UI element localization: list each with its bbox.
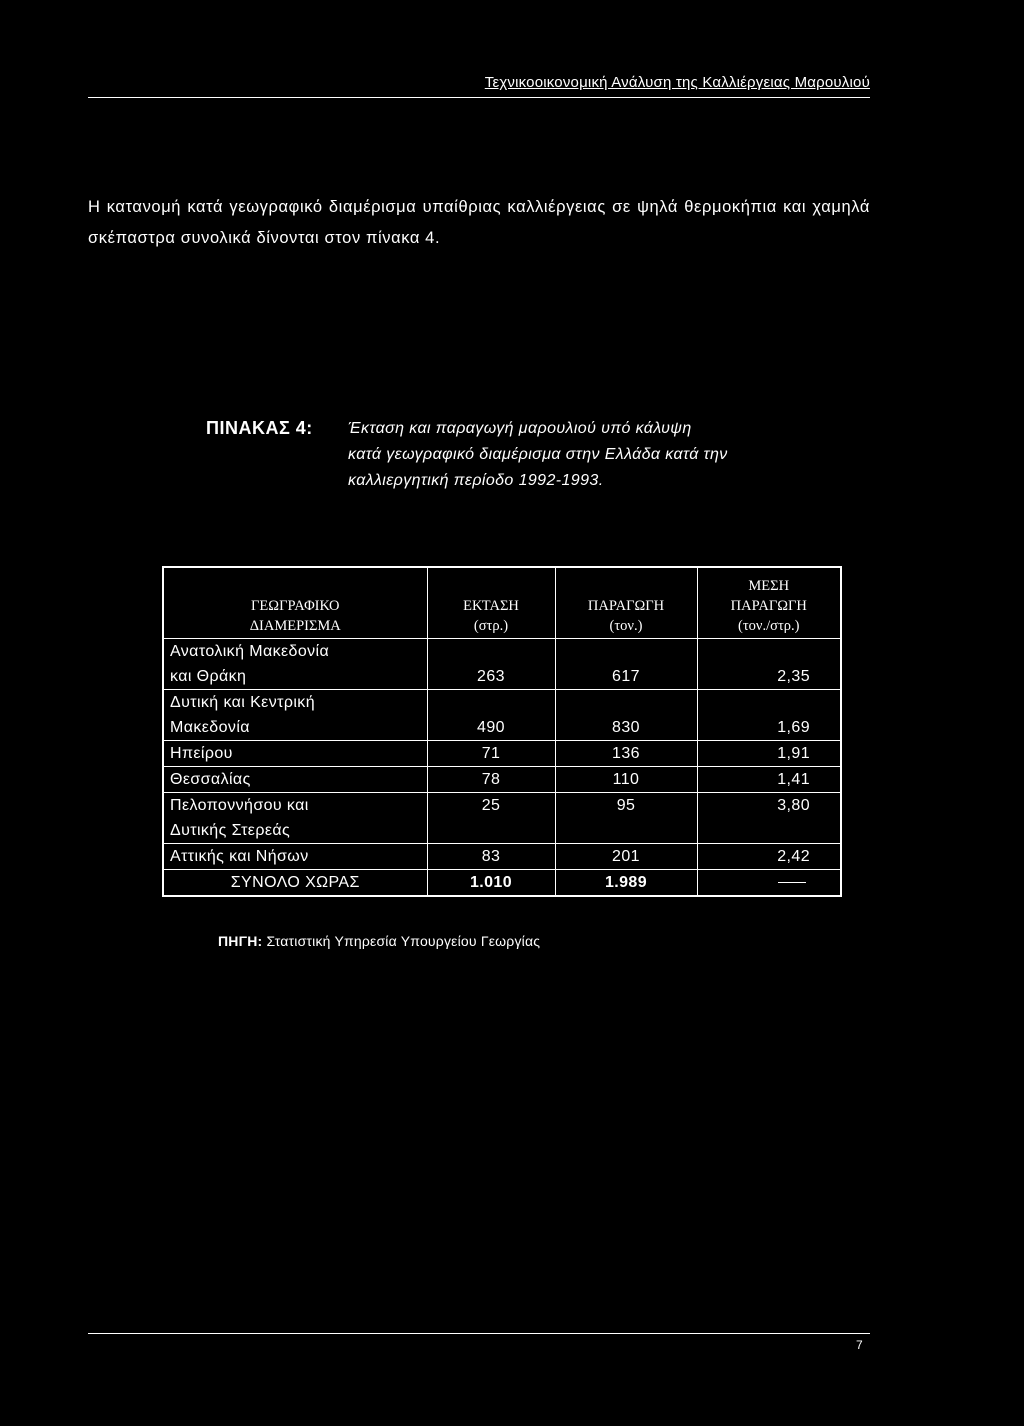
header-average-line-3: (τον./στρ.) xyxy=(738,618,800,634)
dash-mark xyxy=(778,882,806,883)
header-production-line-2: (τον.) xyxy=(609,618,643,634)
total-label: ΣΥΝΟΛΟ ΧΩΡΑΣ xyxy=(163,870,427,897)
source-text: Στατιστική Υπηρεσία Υπουργείου Γεωργίας xyxy=(266,933,541,949)
header-region xyxy=(163,567,427,639)
cell-average: 3,80 xyxy=(697,793,841,844)
page-number: 7 xyxy=(856,1338,863,1352)
source-note xyxy=(218,933,540,949)
table-row xyxy=(163,793,841,844)
region-line-1: Πελοποννήσου και xyxy=(170,797,309,814)
cell-production: 136 xyxy=(555,741,697,767)
cell-average: 1,41 xyxy=(697,767,841,793)
cell-production: 830 xyxy=(555,690,697,741)
header-area-line-2: (στρ.) xyxy=(473,618,509,634)
cell-production: 201 xyxy=(555,844,697,870)
total-average xyxy=(697,870,841,897)
cell-area: 490 xyxy=(427,690,555,741)
caption-line-1: Έκταση και παραγωγή μαρουλιού υπό κάλυψη xyxy=(348,420,692,437)
cell-region: Ηπείρου xyxy=(163,741,427,767)
total-production: 1.989 xyxy=(555,870,697,897)
cell-region xyxy=(163,639,427,690)
cell-region xyxy=(163,690,427,741)
header-production-line-1: ΠΑΡΑΓΩΓΗ xyxy=(587,598,665,614)
header-average-line-2: ΠΑΡΑΓΩΓΗ xyxy=(730,598,807,614)
production-table xyxy=(162,566,842,897)
cell-average: 2,35 xyxy=(697,639,841,690)
header-average xyxy=(697,567,841,639)
cell-area: 71 xyxy=(427,741,555,767)
table-header-row xyxy=(163,567,841,639)
caption-line-3: καλλιεργητική περίοδο 1992-1993. xyxy=(348,472,604,489)
cell-production: 110 xyxy=(555,767,697,793)
region-line-1: Δυτική και Κεντρική xyxy=(170,694,315,711)
table-row xyxy=(163,690,841,741)
header-region-line-1: ΓΕΩΓΡΑΦΙΚΟ xyxy=(251,598,340,614)
cell-average: 1,69 xyxy=(697,690,841,741)
header-rule xyxy=(88,97,870,98)
caption-line-2: κατά γεωγραφικό διαμέρισμα στην Ελλάδα κατά την xyxy=(348,446,728,463)
table-row xyxy=(163,639,841,690)
table-row xyxy=(163,844,841,870)
header-production xyxy=(555,567,697,639)
region-line-2: Μακεδονία xyxy=(170,719,250,736)
header-region-line-2: ΔΙΑΜΕΡΙΣΜΑ xyxy=(249,618,341,634)
running-header: Τεχνικοοικονομική Ανάλυση της Καλλιέργειας Μαρουλιού xyxy=(484,74,870,91)
intro-line-2: θερμοκήπια και χαμηλά σκέπαστρα συνολικά δίνονται στον πίνακα 4. xyxy=(88,198,870,247)
header-area-line-1: ΕΚΤΑΣΗ xyxy=(463,598,519,614)
source-label: ΠΗΓΗ: xyxy=(218,933,263,949)
cell-production: 95 xyxy=(555,793,697,844)
cell-region: Αττικής και Νήσων xyxy=(163,844,427,870)
intro-paragraph xyxy=(88,192,870,254)
cell-area: 83 xyxy=(427,844,555,870)
cell-area: 78 xyxy=(427,767,555,793)
intro-line-1: Η κατανομή κατά γεωγραφικό διαμέρισμα υπαίθριας καλλιέργειας σε ψηλά xyxy=(88,198,678,216)
table-row xyxy=(163,741,841,767)
cell-region: Θεσσαλίας xyxy=(163,767,427,793)
region-line-1: Ανατολική Μακεδονία xyxy=(170,643,330,660)
cell-area: 25 xyxy=(427,793,555,844)
region-line-2: Δυτικής Στερεάς xyxy=(170,822,291,839)
region-line-2: και Θράκη xyxy=(170,668,247,685)
caption-label: ΠΙΝΑΚΑΣ 4: xyxy=(206,418,313,438)
cell-production: 617 xyxy=(555,639,697,690)
table-row xyxy=(163,767,841,793)
cell-average: 1,91 xyxy=(697,741,841,767)
footer-rule xyxy=(88,1333,870,1334)
total-area: 1.010 xyxy=(427,870,555,897)
total-row xyxy=(163,870,841,897)
header-average-line-1: ΜΕΣΗ xyxy=(748,578,790,594)
cell-area: 263 xyxy=(427,639,555,690)
header-area xyxy=(427,567,555,639)
cell-region xyxy=(163,793,427,844)
cell-average: 2,42 xyxy=(697,844,841,870)
